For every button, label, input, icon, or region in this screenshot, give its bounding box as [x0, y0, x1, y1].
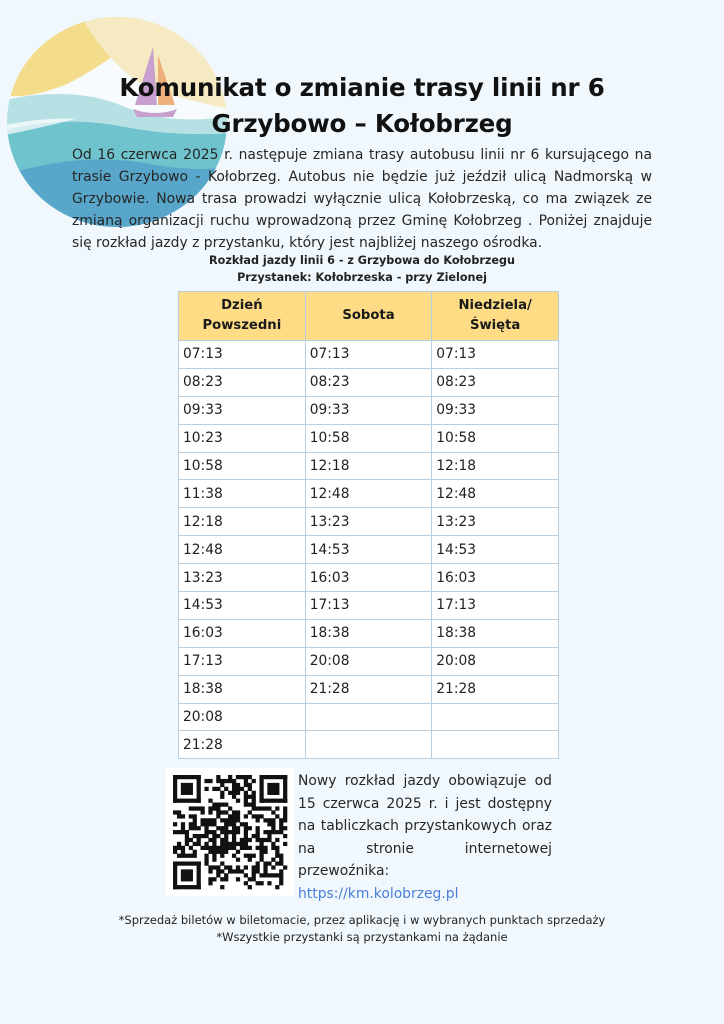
header-saturday: Sobota [305, 292, 432, 341]
schedule-table [178, 291, 559, 759]
weekday-time-cell: 10:23 [179, 424, 306, 452]
notice-text: Nowy rozkład jazdy obowiązuje od 15 czerwca 2025 r. i jest dostępny na tabliczkach przystankowych oraz na stronie internetowej przewoźnika: [298, 773, 552, 879]
header-weekday [179, 292, 306, 341]
weekday-time-cell: 10:58 [179, 452, 306, 480]
table-row [179, 536, 559, 564]
saturday-time-cell: 12:18 [305, 452, 432, 480]
sunday-time-cell: 17:13 [432, 592, 559, 620]
weekday-time-cell: 18:38 [179, 675, 306, 703]
title-line-2: Grzybowo – Kołobrzeg [211, 109, 513, 138]
table-row [179, 675, 559, 703]
sunday-time-cell: 16:03 [432, 564, 559, 592]
sunday-time-cell: 07:13 [432, 341, 559, 369]
sunday-time-cell: 10:58 [432, 424, 559, 452]
table-caption-line-1: Rozkład jazdy linii 6 - z Grzybowa do Kołobrzegu [209, 254, 515, 267]
header-sunday-line-2: Święta [469, 318, 521, 333]
weekday-time-cell: 07:13 [179, 341, 306, 369]
table-row [179, 564, 559, 592]
table-row [179, 619, 559, 647]
weekday-time-cell: 09:33 [179, 396, 306, 424]
weekday-time-cell: 16:03 [179, 619, 306, 647]
weekday-time-cell: 17:13 [179, 647, 306, 675]
carrier-website-link[interactable]: https://km.kolobrzeg.pl [298, 885, 459, 902]
intro-paragraph: Od 16 czerwca 2025 r. następuje zmiana trasy autobusu linii nr 6 kursującego na trasie Grzybowo - Kołobrzeg. Autobus nie będzie już jeździł ulicą Nadmorską w Grzybowie. Nowa trasa prowadzi wyłącznie ulicą Kołobrzeską, co ma związek ze zmianą organizacji ruchu wprowadzoną przez Gminę Kołobrzeg . Poniżej znajduje się rozkład jazdy z przystanku, który jest najbliżej naszego ośrodka. [72, 147, 652, 251]
table-row [179, 452, 559, 480]
saturday-time-cell: 12:48 [305, 480, 432, 508]
table-row [179, 424, 559, 452]
weekday-time-cell: 14:53 [179, 592, 306, 620]
sunday-time-cell: 08:23 [432, 368, 559, 396]
qr-code-icon [166, 768, 294, 896]
header-weekday-line-1: Dzień [221, 298, 263, 313]
sunday-time-cell: 18:38 [432, 619, 559, 647]
sunday-time-cell: 09:33 [432, 396, 559, 424]
sunday-time-cell [432, 731, 559, 759]
schedule-body [179, 341, 559, 759]
sunday-time-cell: 13:23 [432, 508, 559, 536]
table-row [179, 647, 559, 675]
title-line-1: Komunikat o zmianie trasy linii nr 6 [119, 73, 605, 102]
notice-paragraph [298, 770, 552, 905]
table-row [179, 341, 559, 369]
saturday-time-cell: 07:13 [305, 341, 432, 369]
sunday-time-cell: 21:28 [432, 675, 559, 703]
saturday-time-cell: 10:58 [305, 424, 432, 452]
saturday-time-cell: 09:33 [305, 396, 432, 424]
saturday-time-cell: 20:08 [305, 647, 432, 675]
footnotes [0, 912, 724, 946]
weekday-time-cell: 12:48 [179, 536, 306, 564]
footnote-tickets: *Sprzedaż biletów w biletomacie, przez aplikację i w wybranych punktach sprzedaży [118, 913, 606, 927]
footnote-request-stops: *Wszystkie przystanki są przystankami na żądanie [216, 930, 508, 944]
sunday-time-cell: 12:48 [432, 480, 559, 508]
saturday-time-cell [305, 703, 432, 731]
weekday-time-cell: 13:23 [179, 564, 306, 592]
saturday-time-cell: 17:13 [305, 592, 432, 620]
table-caption-line-2: Przystanek: Kołobrzeska - przy Zielonej [237, 271, 487, 284]
header-weekday-line-2: Powszedni [202, 318, 282, 333]
table-row [179, 368, 559, 396]
weekday-time-cell: 08:23 [179, 368, 306, 396]
saturday-time-cell: 21:28 [305, 675, 432, 703]
weekday-time-cell: 20:08 [179, 703, 306, 731]
page-title [0, 70, 724, 142]
sunday-time-cell: 14:53 [432, 536, 559, 564]
sunday-time-cell: 20:08 [432, 647, 559, 675]
saturday-time-cell: 16:03 [305, 564, 432, 592]
header-sunday [432, 292, 559, 341]
table-row [179, 508, 559, 536]
table-row [179, 592, 559, 620]
weekday-time-cell: 12:18 [179, 508, 306, 536]
sunday-time-cell: 12:18 [432, 452, 559, 480]
weekday-time-cell: 21:28 [179, 731, 306, 759]
header-sunday-line-1: Niedziela/ [458, 298, 532, 313]
schedule-header-row [179, 292, 559, 341]
table-row [179, 731, 559, 759]
saturday-time-cell: 18:38 [305, 619, 432, 647]
weekday-time-cell: 11:38 [179, 480, 306, 508]
table-row [179, 396, 559, 424]
sunday-time-cell [432, 703, 559, 731]
table-caption [0, 252, 724, 286]
saturday-time-cell: 08:23 [305, 368, 432, 396]
table-row [179, 703, 559, 731]
table-row [179, 480, 559, 508]
saturday-time-cell: 14:53 [305, 536, 432, 564]
saturday-time-cell [305, 731, 432, 759]
saturday-time-cell: 13:23 [305, 508, 432, 536]
